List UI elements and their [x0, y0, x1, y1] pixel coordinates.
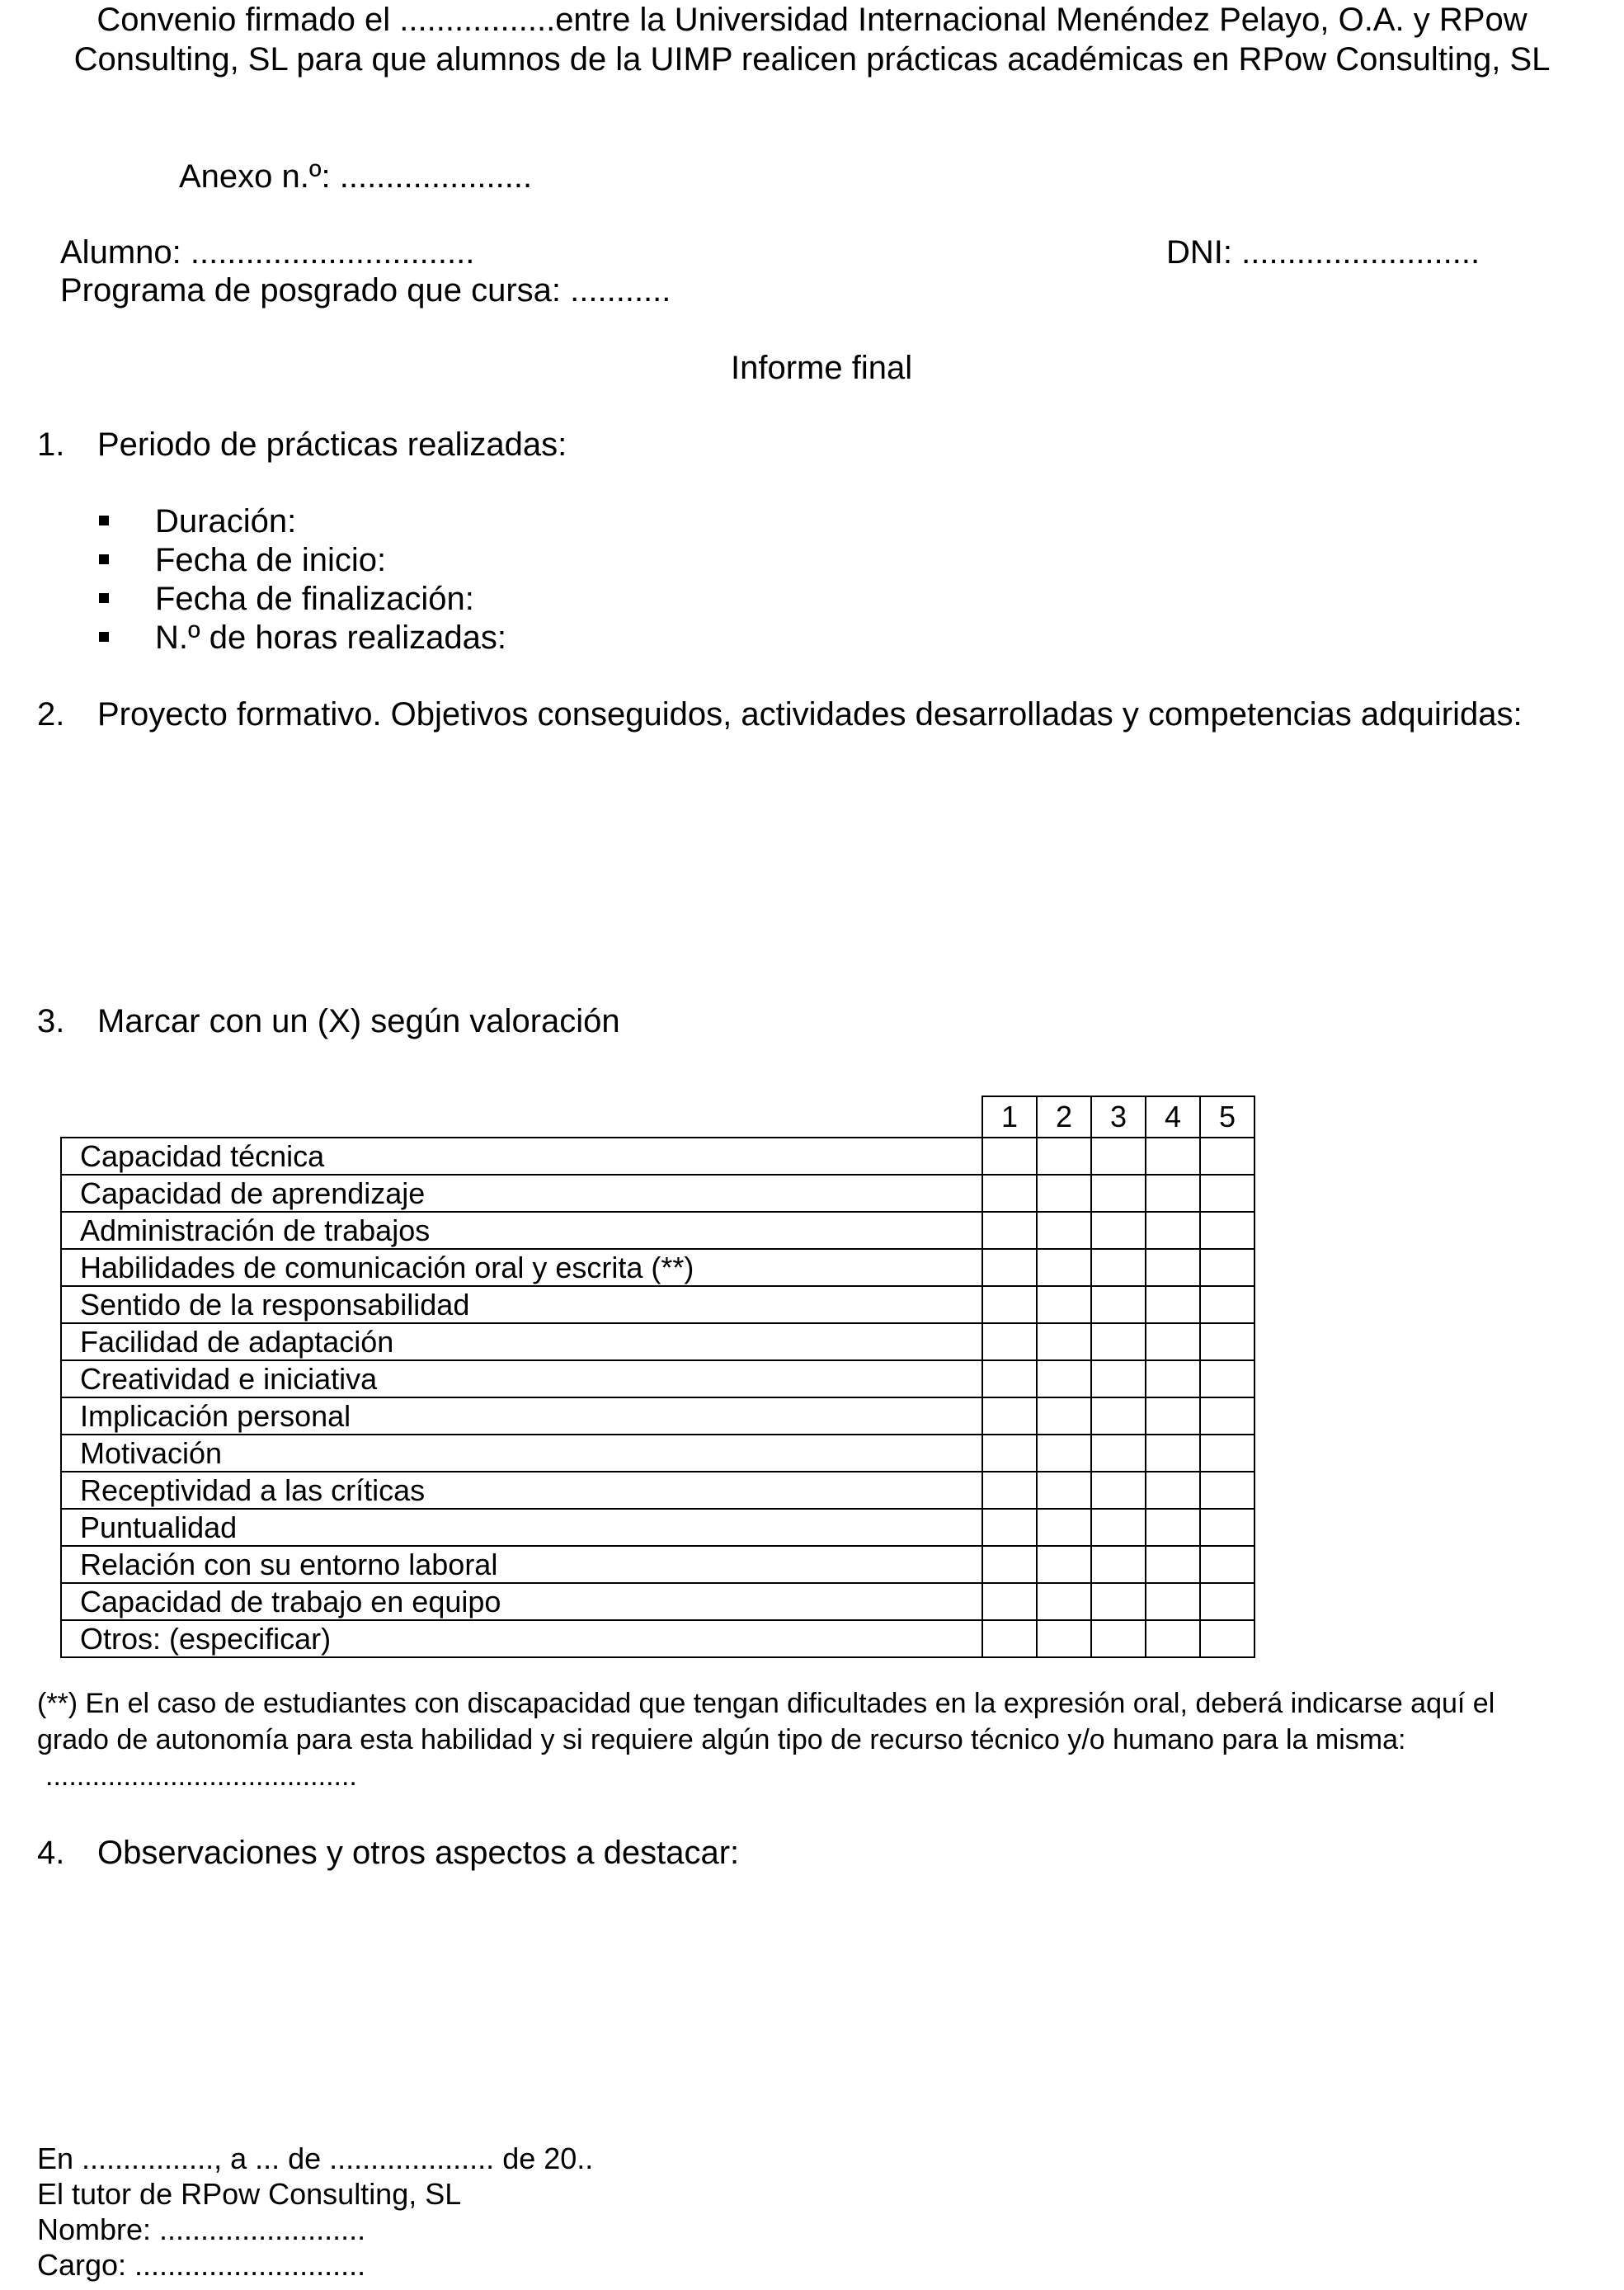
student-program: Programa de posgrado que cursa: ........... [60, 272, 671, 309]
rating-cell-3[interactable] [1091, 1212, 1146, 1249]
rating-cell-4[interactable] [1146, 1509, 1200, 1546]
rating-cell-5[interactable] [1200, 1435, 1254, 1472]
rating-cell-1[interactable] [982, 1620, 1037, 1657]
criterion-label: Capacidad de aprendizaje [61, 1175, 982, 1212]
table-row [61, 1138, 1254, 1175]
period-end-date: Fecha de finalización: [155, 581, 474, 617]
criterion-label: Implicación personal [61, 1397, 982, 1435]
rating-cell-4[interactable] [1146, 1583, 1200, 1620]
rating-cell-4[interactable] [1146, 1249, 1200, 1286]
student-dni: DNI: .......................... [1166, 234, 1480, 271]
rating-cell-1[interactable] [982, 1472, 1037, 1509]
footnote-line2: grado de autonomía para esta habilidad y si requiere algún tipo de recurso técnico y/o humano para la misma: [37, 1724, 1406, 1755]
rating-cell-5[interactable] [1200, 1546, 1254, 1583]
evaluation-table [60, 1096, 1255, 1658]
table-row [61, 1583, 1254, 1620]
bullet-icon [99, 593, 109, 603]
table-row [61, 1360, 1254, 1397]
rating-cell-1[interactable] [982, 1435, 1037, 1472]
section3-title: Marcar con un (X) según valoración [97, 1003, 620, 1039]
rating-cell-5[interactable] [1200, 1509, 1254, 1546]
criterion-label: Habilidades de comunicación oral y escrita (**) [61, 1249, 982, 1286]
period-duration: Duración: [155, 503, 297, 540]
table-row [61, 1175, 1254, 1212]
rating-cell-3[interactable] [1091, 1138, 1146, 1175]
period-start-date: Fecha de inicio: [155, 542, 387, 578]
rating-cell-1[interactable] [982, 1249, 1037, 1286]
rating-cell-2[interactable] [1037, 1546, 1091, 1583]
rating-cell-4[interactable] [1146, 1175, 1200, 1212]
header-spacer [61, 1096, 982, 1138]
criterion-label: Motivación [61, 1435, 982, 1472]
rating-cell-4[interactable] [1146, 1546, 1200, 1583]
rating-cell-4[interactable] [1146, 1212, 1200, 1249]
bullet-icon [99, 516, 109, 525]
scale-header-1: 1 [982, 1096, 1037, 1138]
rating-cell-1[interactable] [982, 1509, 1037, 1546]
criterion-label: Sentido de la responsabilidad [61, 1286, 982, 1323]
report-title: Informe final [731, 350, 913, 386]
rating-cell-2[interactable] [1037, 1138, 1091, 1175]
table-row [61, 1323, 1254, 1360]
rating-cell-2[interactable] [1037, 1249, 1091, 1286]
rating-cell-2[interactable] [1037, 1435, 1091, 1472]
bullet-icon [99, 554, 109, 564]
agreement-header-line1: Convenio firmado el .................entre la Universidad Internacional Menéndez Pelayo, O.A. y RPow [96, 2, 1528, 38]
criterion-label: Otros: (especificar) [61, 1620, 982, 1657]
rating-cell-3[interactable] [1091, 1323, 1146, 1360]
table-row [61, 1546, 1254, 1583]
bullet-icon [99, 632, 109, 642]
table-row [61, 1620, 1254, 1657]
scale-header-5: 5 [1200, 1096, 1254, 1138]
rating-cell-3[interactable] [1091, 1435, 1146, 1472]
rating-cell-2[interactable] [1037, 1175, 1091, 1212]
rating-cell-1[interactable] [982, 1212, 1037, 1249]
rating-cell-2[interactable] [1037, 1472, 1091, 1509]
rating-cell-1[interactable] [982, 1360, 1037, 1397]
rating-cell-4[interactable] [1146, 1360, 1200, 1397]
criterion-label: Receptividad a las críticas [61, 1472, 982, 1509]
rating-cell-3[interactable] [1091, 1360, 1146, 1397]
table-row [61, 1435, 1254, 1472]
rating-cell-5[interactable] [1200, 1397, 1254, 1435]
rating-cell-4[interactable] [1146, 1472, 1200, 1509]
rating-cell-1[interactable] [982, 1286, 1037, 1323]
criterion-label: Capacidad técnica [61, 1138, 982, 1175]
rating-cell-5[interactable] [1200, 1249, 1254, 1286]
rating-cell-5[interactable] [1200, 1472, 1254, 1509]
criterion-label: Administración de trabajos [61, 1212, 982, 1249]
rating-cell-2[interactable] [1037, 1509, 1091, 1546]
rating-cell-4[interactable] [1146, 1286, 1200, 1323]
signature-place-date: En ................, a ... de .................... de 20.. [37, 2142, 594, 2175]
rating-cell-2[interactable] [1037, 1620, 1091, 1657]
signature-position: Cargo: ............................ [37, 2248, 366, 2282]
rating-cell-5[interactable] [1200, 1138, 1254, 1175]
criterion-label: Puntualidad [61, 1509, 982, 1546]
rating-cell-5[interactable] [1200, 1323, 1254, 1360]
rating-cell-4[interactable] [1146, 1323, 1200, 1360]
rating-cell-4[interactable] [1146, 1138, 1200, 1175]
footnote-line1: (**) En el caso de estudiantes con discapacidad que tengan dificultades en la expresión oral, deberá indicarse aquí el [37, 1688, 1495, 1719]
rating-cell-5[interactable] [1200, 1286, 1254, 1323]
signature-name: Nombre: ......................... [37, 2212, 366, 2246]
scale-header-3: 3 [1091, 1096, 1146, 1138]
rating-cell-1[interactable] [982, 1546, 1037, 1583]
table-row [61, 1509, 1254, 1546]
period-hours: N.º de horas realizadas: [155, 620, 506, 656]
rating-cell-1[interactable] [982, 1138, 1037, 1175]
table-row [61, 1286, 1254, 1323]
section2-number: 2. [37, 696, 65, 733]
rating-cell-3[interactable] [1091, 1583, 1146, 1620]
table-row [61, 1472, 1254, 1509]
scale-header-2: 2 [1037, 1096, 1091, 1138]
criterion-label: Creatividad e iniciativa [61, 1360, 982, 1397]
rating-cell-4[interactable] [1146, 1435, 1200, 1472]
rating-cell-4[interactable] [1146, 1397, 1200, 1435]
rating-cell-5[interactable] [1200, 1360, 1254, 1397]
annex-number: Anexo n.º: ..................... [179, 158, 533, 195]
rating-cell-3[interactable] [1091, 1509, 1146, 1546]
criterion-label: Facilidad de adaptación [61, 1323, 982, 1360]
rating-cell-2[interactable] [1037, 1323, 1091, 1360]
criterion-label: Capacidad de trabajo en equipo [61, 1583, 982, 1620]
rating-cell-3[interactable] [1091, 1472, 1146, 1509]
footnote-line3: ........................................ [45, 1760, 357, 1792]
table-row [61, 1249, 1254, 1286]
rating-cell-2[interactable] [1037, 1583, 1091, 1620]
rating-cell-1[interactable] [982, 1323, 1037, 1360]
rating-cell-1[interactable] [982, 1583, 1037, 1620]
rating-cell-4[interactable] [1146, 1620, 1200, 1657]
section1-title: Periodo de prácticas realizadas: [97, 426, 567, 463]
criterion-label: Relación con su entorno laboral [61, 1546, 982, 1583]
section3-number: 3. [37, 1003, 65, 1039]
signature-tutor: El tutor de RPow Consulting, SL [37, 2177, 462, 2211]
table-row [61, 1397, 1254, 1435]
rating-cell-5[interactable] [1200, 1175, 1254, 1212]
rating-cell-3[interactable] [1091, 1397, 1146, 1435]
scale-header-4: 4 [1146, 1096, 1200, 1138]
rating-cell-5[interactable] [1200, 1212, 1254, 1249]
rating-cell-1[interactable] [982, 1397, 1037, 1435]
section4-title: Observaciones y otros aspectos a destacar: [97, 1835, 740, 1871]
rating-cell-3[interactable] [1091, 1546, 1146, 1583]
rating-cell-2[interactable] [1037, 1212, 1091, 1249]
rating-cell-5[interactable] [1200, 1620, 1254, 1657]
rating-cell-3[interactable] [1091, 1175, 1146, 1212]
rating-cell-1[interactable] [982, 1175, 1037, 1212]
section1-number: 1. [37, 426, 65, 463]
section4-number: 4. [37, 1835, 65, 1871]
rating-cell-3[interactable] [1091, 1620, 1146, 1657]
rating-cell-3[interactable] [1091, 1286, 1146, 1323]
rating-cell-3[interactable] [1091, 1249, 1146, 1286]
agreement-header-line2: Consulting, SL para que alumnos de la UIMP realicen prácticas académicas en RPow Consulting, SL [73, 41, 1551, 78]
rating-cell-5[interactable] [1200, 1583, 1254, 1620]
rating-cell-2[interactable] [1037, 1286, 1091, 1323]
rating-cell-2[interactable] [1037, 1360, 1091, 1397]
student-name: Alumno: ............................... [60, 234, 475, 271]
section2-title: Proyecto formativo. Objetivos conseguidos, actividades desarrolladas y competencias adquiridas: [97, 696, 1523, 733]
rating-cell-2[interactable] [1037, 1397, 1091, 1435]
table-row [61, 1212, 1254, 1249]
scale-header-row [61, 1096, 1254, 1138]
